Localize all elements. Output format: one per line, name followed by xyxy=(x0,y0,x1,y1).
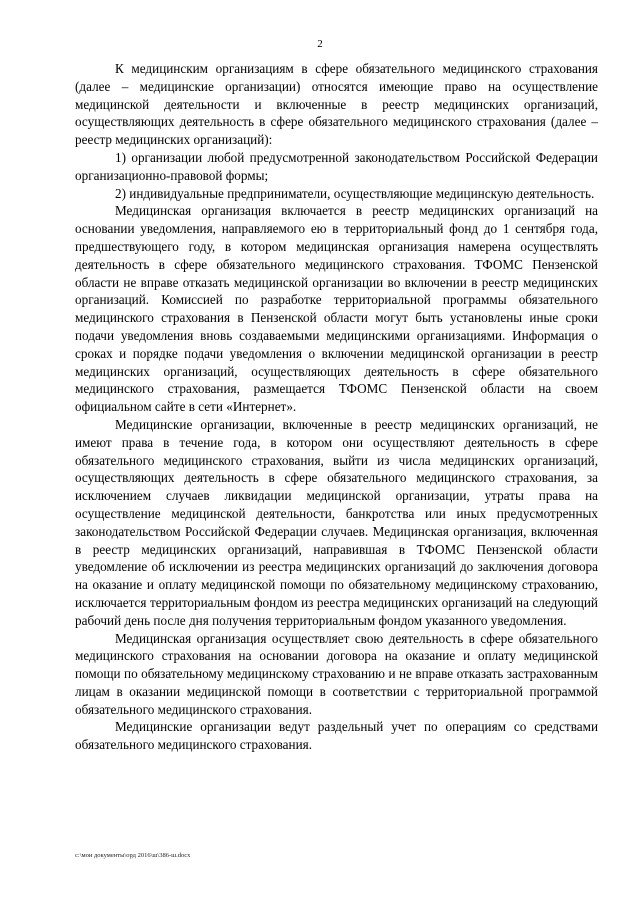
paragraph-registry-inclusion: Медицинская организация включается в реестр медицинских организаций на основании уведомления, направляемого ею в территориальный фонд до 1 сентября года, предшествующего году, в котором медицинская организация намерена осуществлять деятельность в сфере обязательного медицинского страхования. ТФОМС Пензенской области не вправе отказать медицинской организации во включении в реестр медицинских организаций. Комиссией по разработке территориальной программы обязательного медицинского страхования в Пензенской области могут быть установлены иные сроки подачи уведомления вновь создаваемыми медицинскими организациями. Информация о сроках и порядке подачи уведомления о включении медицинской организации в реестр медицинских организаций, осуществляющих деятельность в сфере обязательного медицинского страхования, размещается ТФОМС Пензенской области на своем официальном сайте в сети «Интернет». xyxy=(75,203,598,415)
paragraph-separate-accounting: Медицинские организации ведут раздельный учет по операциям со средствами обязательного медицинского страхования. xyxy=(75,719,598,753)
page-number: 2 xyxy=(317,38,323,50)
paragraph-item-2: 2) индивидуальные предприниматели, осуществляющие медицинскую деятельность. xyxy=(115,185,595,201)
paragraph-definition: К медицинским организациям в сфере обязательного медицинского страхования (далее – медицинские организации) относятся имеющие право на осуществление медицинской деятельности и включенные в реестр медицинских организаций, осуществляющих деятельность в сфере обязательного медицинского страхования (далее – реестр медицинских организаций): xyxy=(75,61,598,148)
document-body xyxy=(75,60,598,754)
paragraph-registry-exclusion: Медицинские организации, включенные в реестр медицинских организаций, не имеют права в течение года, в котором они осуществляют деятельность в сфере обязательного медицинского страхования, выйти из числа медицинских организаций, осуществляющих деятельность в сфере обязательного медицинского страхования, за исключением случаев ликвидации медицинской организации, утраты права на осуществление медицинской деятельности, банкротства или иных предусмотренных законодательством Российской Федерации случаев. Медицинская организация, включенная в реестр медицинских организаций, направившая в ТФОМС Пензенской области уведомление об исключении из реестра медицинских организаций до заключения договора на оказание и оплату медицинской помощи по обязательному медицинскому страхованию, исключается территориальным фондом из реестра медицинских организаций на следующий рабочий день после дня получения территориальным фондом указанного уведомления. xyxy=(75,416,598,628)
paragraph-contract-basis: Медицинская организация осуществляет свою деятельность в сфере обязательного медицинского страхования на основании договора на оказание и оплату медицинской помощи по обязательному медицинскому страхованию и не вправе отказать застрахованным лицам в оказании медицинской помощи в соответствии с территориальной программой обязательного медицинского страхования. xyxy=(75,630,598,717)
footer-file-path: c:\мои документы\орд 2016\ш\386-ш.docx xyxy=(75,852,191,859)
paragraph-item-1: 1) организации любой предусмотренной законодательством Российской Федерации организационно-правовой формы; xyxy=(75,149,598,183)
